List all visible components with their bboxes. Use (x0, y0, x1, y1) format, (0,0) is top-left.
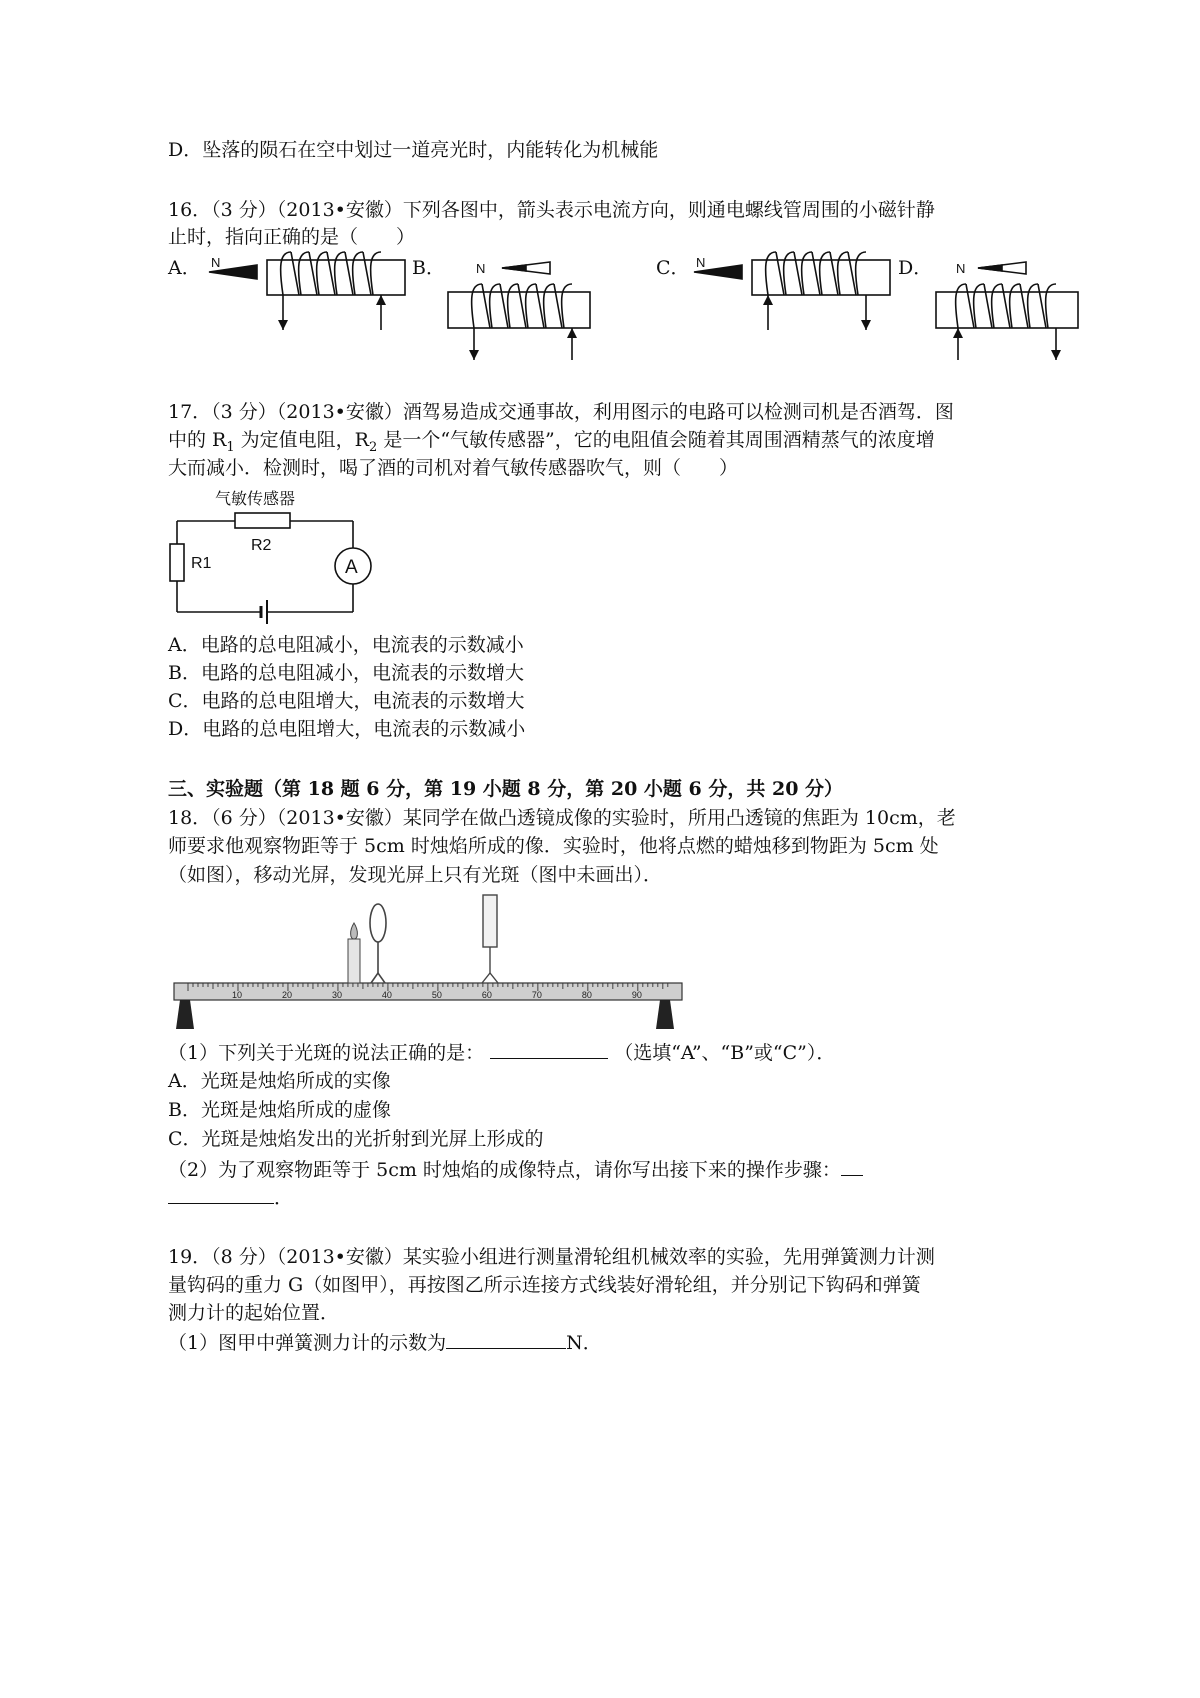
q17-option-d: D．电路的总电阻增大，电流表的示数减小 (168, 718, 526, 740)
section-3-title: 三、实验题（第 18 题 6 分，第 19 小题 8 分，第 20 小题 6 分，共 20 分） (168, 778, 844, 800)
q17-option-b: B．电路的总电阻减小，电流表的示数增大 (168, 662, 524, 684)
q16c-needle-letter: N (696, 255, 706, 270)
q17-sensor-label: 气敏传感器 (215, 491, 296, 508)
q19-stem-line3: 测力计的起始位置． (168, 1302, 340, 1324)
bench-tick-label: 80 (581, 990, 592, 1000)
q17-stem-line1: 17．（3 分）（2013•安徽）酒驾易造成交通事故，利用图示的电路可以检测司机是否酒驾．图 (168, 401, 954, 423)
q17-circuit-diagram (165, 484, 380, 629)
bench-tick-label: 90 (631, 990, 642, 1000)
q17-r2-label: R2 (251, 537, 272, 554)
q17-stem-line2: 中的 $R_1$ 为定值电阻，$R_2$ 是一个“气敏传感器”，它的电阻值会随着其周围酒精蒸气的浓度增 (168, 429, 935, 455)
bench-tick-label: 10 (231, 990, 242, 1000)
convex-lens (370, 904, 386, 983)
q18-optical-bench-figure (168, 893, 688, 1038)
q16-figure-b (440, 256, 600, 366)
q18-sub2-answer-blank[interactable] (168, 1185, 274, 1204)
q18-stem-line3: （如图），移动光屏，发现光屏上只有光斑（图中未画出）． (168, 864, 663, 886)
q18-sub2-continued: ． (168, 1185, 293, 1210)
q16-stem-line1: 16．（3 分）（2013•安徽）下列各图中，箭头表示电流方向，则通电螺线管周围的小磁针静 (168, 199, 935, 221)
q18-option-a: A．光斑是烛焰所成的实像 (168, 1070, 391, 1092)
q19-sub1-answer-blank[interactable] (446, 1330, 566, 1349)
q18-stem-line2: 师要求他观察物距等于 5cm 时烛焰所成的像．实验时，他将点燃的蜡烛移到物距为 5cm 处 (168, 835, 939, 857)
bench-tick-label: 50 (431, 990, 442, 1000)
bench-tick-label: 30 (331, 990, 342, 1000)
q18-sub1: （1）下列关于光斑的说法正确的是： （选填“A”、“B”或“C”）． (168, 1042, 836, 1064)
q17-stem-line3: 大而减小．检测时，喝了酒的司机对着气敏传感器吹气，则（ ） (168, 457, 739, 479)
q16-figure-d (928, 256, 1088, 366)
light-screen (482, 895, 498, 983)
q17-r1-label: R1 (191, 555, 212, 572)
q16-label-c: C． (656, 257, 690, 279)
q16d-needle-letter: N (956, 261, 966, 276)
candle (348, 923, 360, 983)
bench-tick-label: 20 (281, 990, 292, 1000)
q17-option-c: C．电路的总电阻增大，电流表的示数增大 (168, 690, 525, 712)
q16-label-b: B． (412, 257, 445, 279)
q18-option-c: C．光斑是烛焰发出的光折射到光屏上形成的 (168, 1128, 544, 1150)
q16b-needle-letter: N (476, 261, 486, 276)
q17-option-a: A．电路的总电阻减小，电流表的示数减小 (168, 634, 524, 656)
q16-label-a: A． (168, 257, 201, 279)
q18-sub1-answer-blank[interactable] (490, 1040, 608, 1059)
q18-sub2: （2）为了观察物距等于 5cm 时烛焰的成像特点，请你写出接下来的操作步骤： (168, 1157, 863, 1182)
q18-stem-line1: 18．（6 分）（2013•安徽）某同学在做凸透镜成像的实验时，所用凸透镜的焦距为 10cm，老 (168, 807, 956, 829)
q19-stem-line1: 19．（8 分）（2013•安徽）某实验小组进行测量滑轮组机械效率的实验，先用弹簧测力计测 (168, 1246, 935, 1268)
q17-ammeter-label: A (345, 557, 358, 578)
q19-stem-line2: 量钩码的重力 G（如图甲），再按图乙所示连接方式线装好滑轮组，并分别记下钩码和弹簧 (168, 1274, 921, 1296)
q16a-needle-letter: N (211, 255, 221, 270)
q16-figure-c (680, 248, 905, 338)
q15-option-d: D．坠落的陨石在空中划过一道亮光时，内能转化为机械能 (168, 139, 659, 161)
bench-tick-label: 70 (531, 990, 542, 1000)
bench-tick-label: 60 (481, 990, 492, 1000)
q19-sub1: （1）图甲中弹簧测力计的示数为 N． (168, 1332, 602, 1354)
q16-figure-a (195, 248, 420, 338)
q16-label-d: D． (898, 257, 933, 279)
q16-stem-line2: 止时，指向正确的是（ ） (168, 226, 416, 248)
bench-tick-label: 40 (381, 990, 392, 1000)
q18-option-b: B．光斑是烛焰所成的虚像 (168, 1099, 391, 1121)
q18-sub2-answer-blank-start[interactable] (841, 1157, 863, 1176)
